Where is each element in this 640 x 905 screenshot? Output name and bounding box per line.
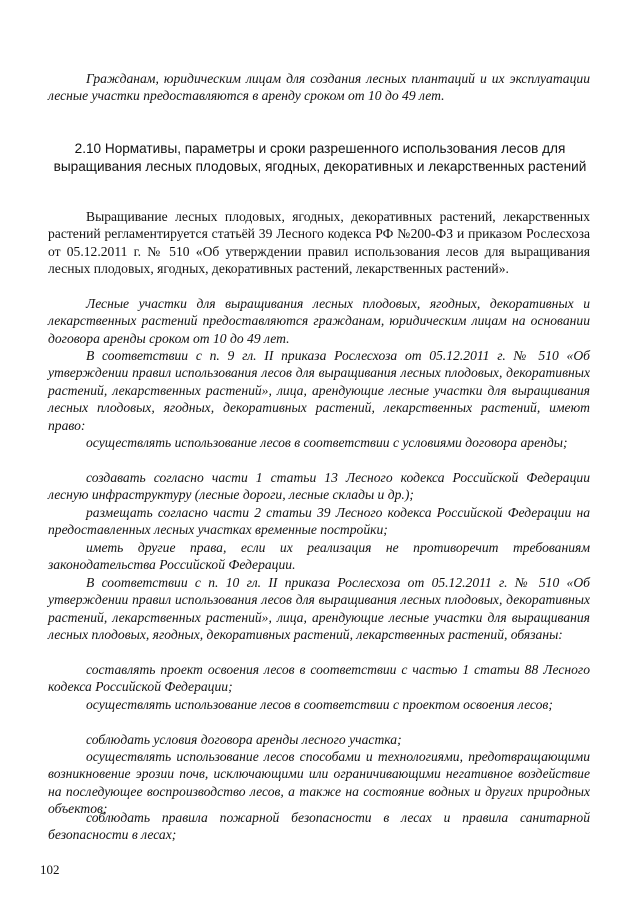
body-paragraph-13: соблюдать правила пожарной безопасности в лесах и правила санитарной безопасности в лесах; — [48, 810, 590, 843]
body-paragraph-7: иметь другие права, если их реализация не противоречит требованиям законодательства Российской Федерации. — [48, 540, 590, 573]
body-paragraph-4: осуществлять использование лесов в соответствии с условиями договора аренды; — [86, 435, 568, 450]
body-paragraph-12: осуществлять использование лесов способами и технологиями, предотвращающими возникновение эрозии почв, исключающими или ограничивающими негативное воздействие на последующее воспроизводство лесов, а также на состояние водных и других природных объектов; — [48, 749, 590, 817]
body-paragraph-2: Лесные участки для выращивания лесных плодовых, ягодных, декоративных и лекарственных растений предоставляются гражданам, юридическим лицам на основании договора аренды сроком от 10 до 49 лет. — [48, 296, 590, 346]
body-paragraph-10: осуществлять использование лесов в соответствии с проектом освоения лесов; — [86, 697, 553, 712]
intro-paragraph: Гражданам, юридическим лицам для создания лесных плантаций и их эксплуатации лесные участки предоставляются в аренду сроком от 10 до 49 лет. — [48, 71, 590, 104]
body-paragraph-11: соблюдать условия договора аренды лесного участка; — [86, 732, 402, 747]
document-page — [40, 0, 600, 905]
body-paragraph-6: размещать согласно части 2 статьи 39 Лесного кодекса Российской Федерации на предоставленных лесных участках временные постройки; — [48, 505, 590, 538]
body-paragraph-5: создавать согласно части 1 статьи 13 Лесного кодекса Российской Федерации лесную инфраструктуру (лесные дороги, лесные склады и др.); — [48, 470, 590, 503]
body-paragraph-3: В соответствии с п. 9 гл. II приказа Рослесхоза от 05.12.2011 г. № 510 «Об утверждении правил использования лесов для выращивания лесных плодовых, декоративных растений, лекарственных растений», лица, арендующие лесные участки для выращивания лесных плодовых, ягодных, декоративных растений, лекарственных растений, имеют право: — [48, 348, 590, 433]
body-paragraph-9: составлять проект освоения лесов в соответствии с частью 1 статьи 88 Лесного кодекса Российской Федерации; — [48, 662, 590, 695]
page-number: 102 — [40, 862, 60, 877]
section-heading: 2.10 Нормативы, параметры и сроки разрешенного использования лесов для выращивания лесных плодовых, ягодных, декоративных и лекарственных растений — [53, 141, 587, 174]
body-paragraph-1: Выращивание лесных плодовых, ягодных, декоративных растений, лекарственных растений регламентируется статьёй 39 Лесного кодекса РФ №200-ФЗ и приказом Рослесхоза от 05.12.2011 г. № 510 «Об утверждении правил использования лесов для выращивания лесных плодовых, ягодных, декоративных растений, лекарственных растений». — [48, 209, 590, 277]
body-paragraph-8: В соответствии с п. 10 гл. II приказа Рослесхоза от 05.12.2011 г. № 510 «Об утверждении правил использования лесов для выращивания лесных плодовых, декоративных растений, лекарственных растений», лица, арендующие лесные участки для выращивания лесных плодовых, ягодных, декоративных растений, лекарственных растений, обязаны: — [48, 575, 590, 643]
